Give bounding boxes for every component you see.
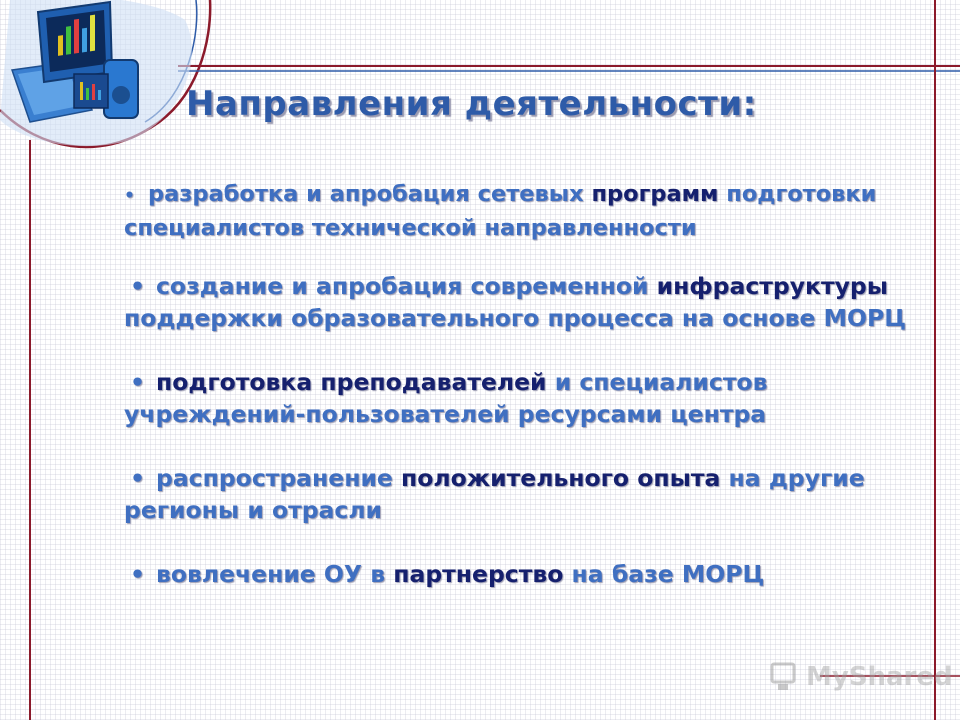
- watermark-text: MyShared: [806, 662, 953, 692]
- list-item: [124, 366, 914, 430]
- bullet-icon: •: [124, 186, 135, 206]
- item-text-highlight: положительного опыта: [401, 464, 721, 492]
- item-text-part: на другие регионы и отрасли: [124, 464, 865, 524]
- item-text-part: создание и апробация современной: [156, 272, 657, 300]
- bullet-icon: •: [130, 464, 146, 492]
- item-text-part: разработка и апробация сетевых: [148, 181, 592, 207]
- list-item: [124, 462, 914, 526]
- bullet-list: [124, 178, 914, 622]
- item-text-part: на базе МОРЦ: [563, 560, 765, 588]
- list-item: [124, 558, 914, 590]
- item-text-part: и специалистов учреждений-пользователей ресурсами центра: [124, 368, 768, 428]
- list-item: [124, 270, 914, 334]
- bullet-icon: •: [130, 368, 146, 396]
- computer-clipart-icon: [0, 0, 205, 150]
- item-text-part: распространение: [156, 464, 402, 492]
- item-text-highlight: подготовка преподавателей: [156, 368, 547, 396]
- item-text-part: подготовки специалистов технической направленности: [124, 181, 877, 241]
- item-text-part: вовлечение ОУ в: [156, 560, 394, 588]
- item-text-part: поддержки образовательного процесса на основе МОРЦ: [124, 304, 907, 332]
- bullet-icon: •: [130, 272, 146, 300]
- item-text-highlight: программ: [591, 181, 719, 207]
- item-text-highlight: партнерство: [393, 560, 564, 588]
- bullet-icon: •: [130, 560, 146, 588]
- item-text-highlight: инфраструктуры: [656, 272, 888, 300]
- list-item: [124, 178, 914, 244]
- slide-title: Направления деятельности:: [186, 84, 757, 124]
